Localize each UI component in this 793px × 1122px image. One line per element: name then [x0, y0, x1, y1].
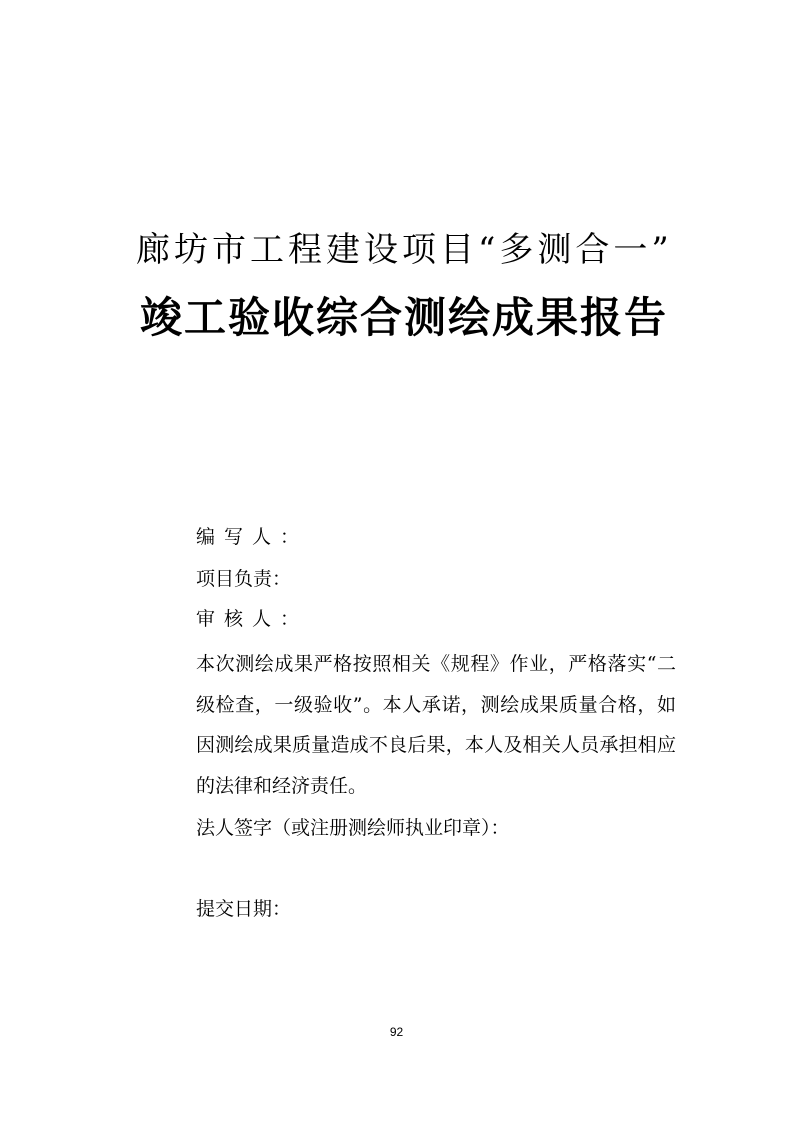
page-number: 92 — [389, 1025, 404, 1039]
report-title-line-2: 竣工验收综合测绘成果报告 — [140, 293, 669, 342]
submit-date-label: 提交日期： — [196, 898, 292, 920]
project-lead-label: 项目负责： — [196, 568, 292, 590]
quality-statement: 本次测绘成果严格按照相关《规程》作业，严格落实“二级检查，一级验收”。本人承诺，测绘成果质量合格，如因测绘成果质量造成不良后果，本人及相关人员承担相应的法律和经济责任。 — [196, 653, 676, 797]
report-title-line-1: 廊坊市工程建设项目“多测合一” — [136, 230, 673, 270]
reviewer-label: 审核人： — [196, 608, 309, 630]
writer-label: 编写人： — [196, 526, 309, 548]
signature-label: 法人签字（或注册测绘师执业印章）： — [196, 817, 510, 839]
